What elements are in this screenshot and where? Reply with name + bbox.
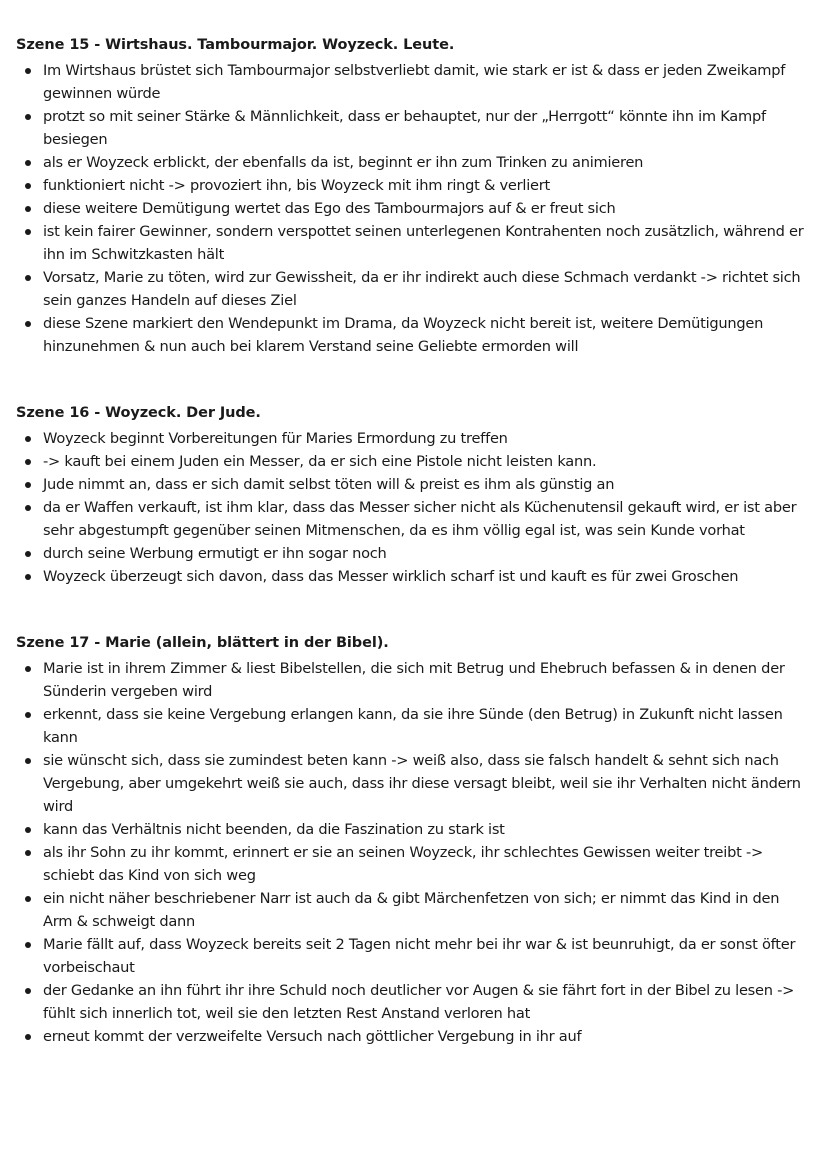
bullet-list (16, 59, 808, 358)
bullet-item: ein nicht näher beschriebener Narr ist auch da & gibt Märchenfetzen von sich; er nimmt das Kind in den Arm & schweigt dann (16, 887, 808, 933)
section-scene-15 (16, 34, 808, 358)
bullet-item: der Gedanke an ihn führt ihr ihre Schuld noch deutlicher vor Augen & sie fährt fort in der Bibel zu lesen -> fühlt sich innerlich tot, weil sie den letzten Rest Anstand verloren hat (16, 979, 808, 1025)
bullet-item: durch seine Werbung ermutigt er ihn sogar noch (16, 542, 808, 565)
bullet-item: protzt so mit seiner Stärke & Männlichkeit, dass er behauptet, nur der „Herrgott“ könnte ihn im Kampf besiegen (16, 105, 808, 151)
bullet-item: diese weitere Demütigung wertet das Ego des Tambourmajors auf & er freut sich (16, 197, 808, 220)
section-title: Szene 17 - Marie (allein, blättert in der Bibel). (16, 635, 389, 651)
bullet-item: da er Waffen verkauft, ist ihm klar, dass das Messer sicher nicht als Küchenutensil gekauft wird, er ist aber sehr abgestumpft gegenüber seinen Mitmenschen, da es ihm völlig egal ist, was sein Kunde vorhat (16, 496, 808, 542)
bullet-item: diese Szene markiert den Wendepunkt im Drama, da Woyzeck nicht bereit ist, weitere Demütigungen hinzunehmen & nun auch bei klarem Verstand seine Geliebte ermorden will (16, 312, 808, 358)
bullet-item: Marie ist in ihrem Zimmer & liest Bibelstellen, die sich mit Betrug und Ehebruch befassen & in denen der Sünderin vergeben wird (16, 657, 808, 703)
bullet-item: Woyzeck beginnt Vorbereitungen für Maries Ermordung zu treffen (16, 427, 808, 450)
bullet-list (16, 657, 808, 1048)
bullet-list (16, 427, 808, 588)
section-title: Szene 15 - Wirtshaus. Tambourmajor. Woyzeck. Leute. (16, 37, 455, 53)
section-scene-17 (16, 632, 808, 1048)
bullet-item: -> kauft bei einem Juden ein Messer, da er sich eine Pistole nicht leisten kann. (16, 450, 808, 473)
bullet-item: als er Woyzeck erblickt, der ebenfalls da ist, beginnt er ihn zum Trinken zu animieren (16, 151, 808, 174)
section-title: Szene 16 - Woyzeck. Der Jude. (16, 405, 261, 421)
bullet-item: Woyzeck überzeugt sich davon, dass das Messer wirklich scharf ist und kauft es für zwei Groschen (16, 565, 808, 588)
bullet-item: als ihr Sohn zu ihr kommt, erinnert er sie an seinen Woyzeck, ihr schlechtes Gewissen weiter treibt -> schiebt das Kind von sich weg (16, 841, 808, 887)
section-scene-16 (16, 402, 808, 588)
bullet-item: Vorsatz, Marie zu töten, wird zur Gewissheit, da er ihr indirekt auch diese Schmach verdankt -> richtet sich sein ganzes Handeln auf dieses Ziel (16, 266, 808, 312)
bullet-item: Marie fällt auf, dass Woyzeck bereits seit 2 Tagen nicht mehr bei ihr war & ist beunruhigt, da er sonst öfter vorbeischaut (16, 933, 808, 979)
bullet-item: erkennt, dass sie keine Vergebung erlangen kann, da sie ihre Sünde (den Betrug) in Zukunft nicht lassen kann (16, 703, 808, 749)
bullet-item: erneut kommt der verzweifelte Versuch nach göttlicher Vergebung in ihr auf (16, 1025, 808, 1048)
bullet-item: ist kein fairer Gewinner, sondern verspottet seinen unterlegenen Kontrahenten noch zusätzlich, während er ihn im Schwitzkasten hält (16, 220, 808, 266)
bullet-item: Jude nimmt an, dass er sich damit selbst töten will & preist es ihm als günstig an (16, 473, 808, 496)
bullet-item: Im Wirtshaus brüstet sich Tambourmajor selbstverliebt damit, wie stark er ist & dass er jeden Zweikampf gewinnen würde (16, 59, 808, 105)
bullet-item: kann das Verhältnis nicht beenden, da die Faszination zu stark ist (16, 818, 808, 841)
bullet-item: funktioniert nicht -> provoziert ihn, bis Woyzeck mit ihm ringt & verliert (16, 174, 808, 197)
bullet-item: sie wünscht sich, dass sie zumindest beten kann -> weiß also, dass sie falsch handelt & sehnt sich nach Vergebung, aber umgekehrt weiß sie auch, dass ihr diese versagt bleibt, weil sie ihr Verhalten nicht ändern wird (16, 749, 808, 818)
